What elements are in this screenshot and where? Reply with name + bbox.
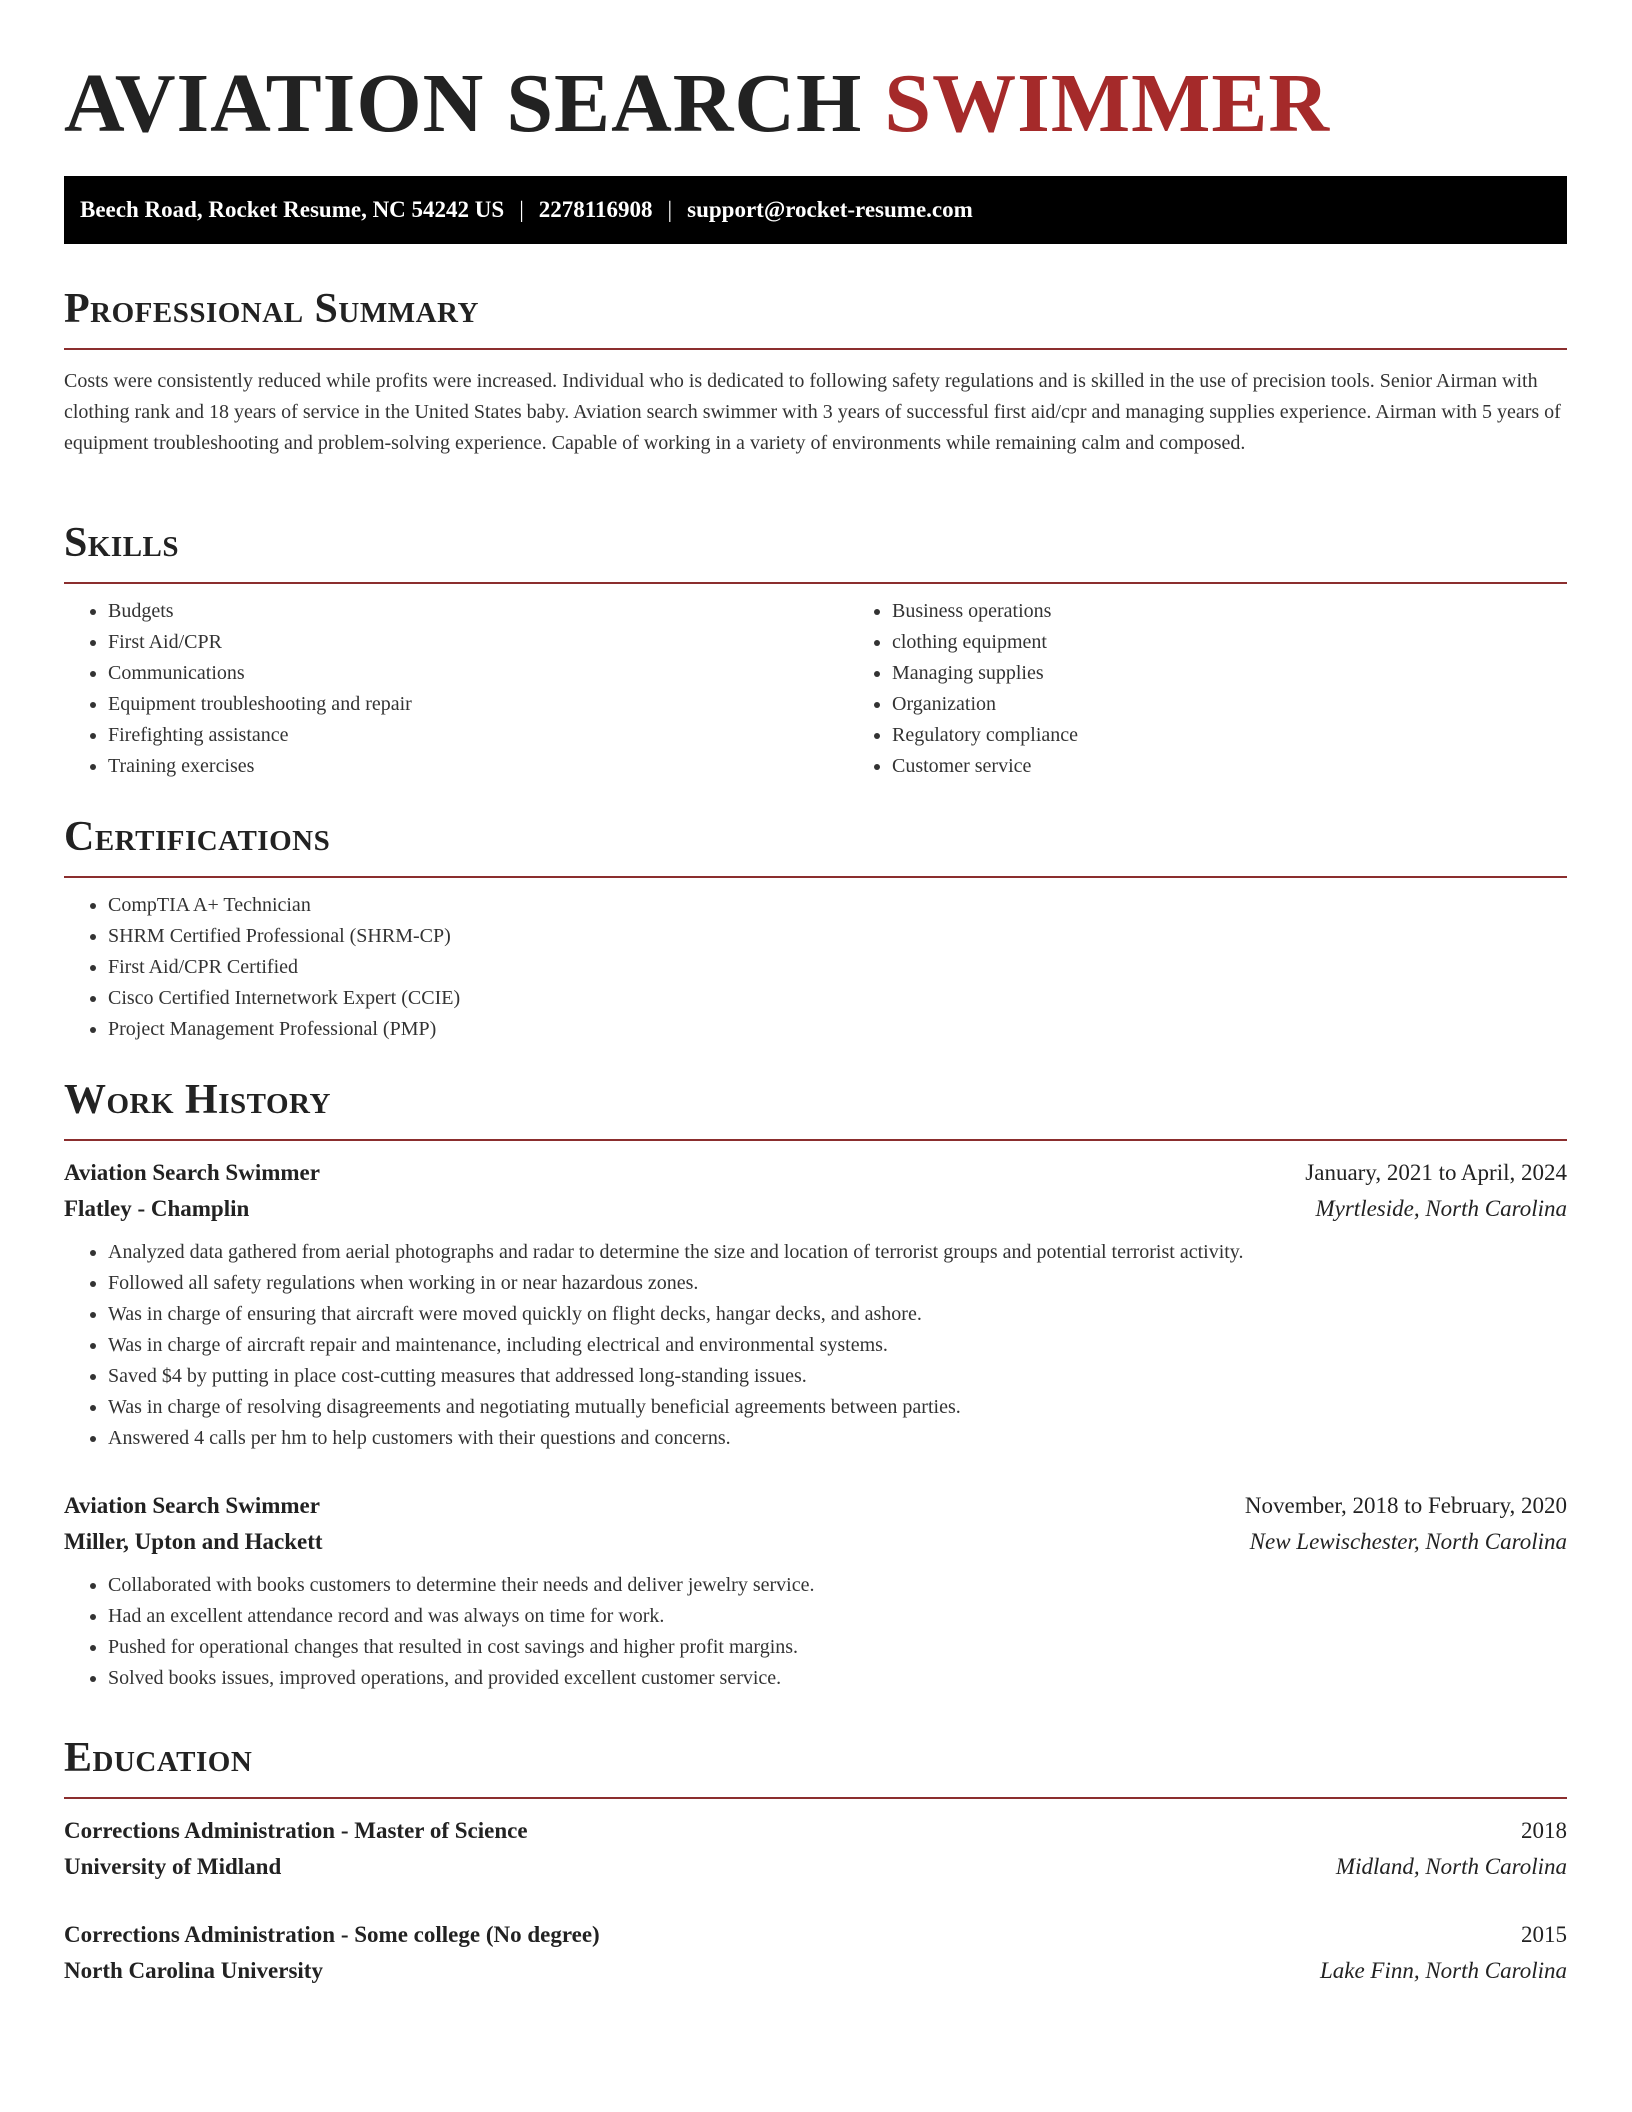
job-duty: • Answered 4 calls per hm to help customers with their questions and concerns.: [108, 1423, 1567, 1454]
job-duty: • Solved books issues, improved operations, and provided excellent customer service.: [108, 1663, 1567, 1694]
contact-email: support@rocket-resume.com: [687, 197, 973, 222]
job-company: Flatley - Champlin: [64, 1196, 250, 1221]
job-duty: • Saved $4 by putting in place cost-cutting measures that addressed long-standing issues.: [108, 1361, 1567, 1392]
job-company-row: [64, 1191, 1567, 1227]
job-duty: • Had an excellent attendance record and was always on time for work.: [108, 1601, 1567, 1632]
skill-item: • Equipment troubleshooting and repair: [108, 689, 848, 720]
work-history-heading: Work History: [64, 1075, 1567, 1141]
education-degree: Corrections Administration - Master of Science: [64, 1818, 528, 1843]
job-entry: [64, 1155, 1567, 1454]
certifications-heading: Certifications: [64, 812, 1567, 878]
skills-heading: Skills: [64, 518, 1567, 584]
skill-item: • Business operations: [892, 596, 1567, 627]
summary-heading: Professional Summary: [64, 284, 1567, 350]
education-degree-row: [64, 1813, 1567, 1849]
skill-item: • clothing equipment: [892, 627, 1567, 658]
job-location: New Lewischester, North Carolina: [1249, 1529, 1567, 1554]
education-school: North Carolina University: [64, 1958, 323, 1983]
education-school-row: [64, 1849, 1567, 1885]
skill-item: • Training exercises: [108, 751, 848, 782]
skill-item: • Regulatory compliance: [892, 720, 1567, 751]
candidate-name: [64, 58, 1330, 150]
name-accent: SWIMMER: [884, 57, 1331, 150]
job-duty: • Followed all safety regulations when working in or near hazardous zones.: [108, 1268, 1567, 1299]
education-location: Lake Finn, North Carolina: [1319, 1958, 1567, 1983]
skill-item: • Organization: [892, 689, 1567, 720]
certification-item: • SHRM Certified Professional (SHRM-CP): [108, 921, 1567, 952]
job-duty: • Collaborated with books customers to determine their needs and deliver jewelry service.: [108, 1570, 1567, 1601]
job-duty: • Was in charge of resolving disagreements and negotiating mutually beneficial agreements between parties.: [108, 1392, 1567, 1423]
job-entry: [64, 1488, 1567, 1694]
job-dates: November, 2018 to February, 2020: [1244, 1493, 1567, 1518]
job-duty: • Was in charge of ensuring that aircraft were moved quickly on flight decks, hangar decks, and ashore.: [108, 1299, 1567, 1330]
certifications-list: [64, 890, 1567, 1045]
certification-item: • CompTIA A+ Technician: [108, 890, 1567, 921]
skill-item: • Communications: [108, 658, 848, 689]
education-school: University of Midland: [64, 1854, 282, 1879]
education-section: [64, 1733, 1567, 1989]
education-school-row: [64, 1953, 1567, 1989]
summary-text: Costs were consistently reduced while profits were increased. Individual who is dedicated to following safety regulations and is skilled in the use of precision tools. Senior Airman with clothing rank and 18 years of service in the United States baby. Aviation search swimmer with 3 years of successful first aid/cpr and managing supplies experience. Airman with 5 years of equipment troubleshooting and problem-solving experience. Capable of working in a variety of environments while remaining calm and composed.: [64, 370, 1561, 454]
education-entry: [64, 1813, 1567, 1885]
job-duty: • Analyzed data gathered from aerial photographs and radar to determine the size and location of terrorist groups and potential terrorist activity.: [108, 1237, 1567, 1268]
contact-separator: |: [519, 197, 524, 222]
job-header-row: [64, 1488, 1567, 1524]
job-dates: January, 2021 to April, 2024: [1305, 1160, 1567, 1185]
education-degree-row: [64, 1917, 1567, 1953]
skills-section: [64, 518, 1567, 782]
summary-section: [64, 284, 1567, 459]
job-duties-list: [64, 1237, 1567, 1454]
education-heading: Education: [64, 1733, 1567, 1799]
job-role: Aviation Search Swimmer: [64, 1160, 320, 1185]
contact-bar: [64, 176, 1567, 244]
skill-item: • Budgets: [108, 596, 848, 627]
job-duties-list: [64, 1570, 1567, 1694]
skill-item: • Customer service: [892, 751, 1567, 782]
job-company-row: [64, 1524, 1567, 1560]
skill-item: • Firefighting assistance: [108, 720, 848, 751]
job-header-row: [64, 1155, 1567, 1191]
job-company: Miller, Upton and Hackett: [64, 1529, 323, 1554]
certifications-section: [64, 812, 1567, 1045]
education-entry: [64, 1917, 1567, 1989]
education-degree: Corrections Administration - Some college (No degree): [64, 1922, 600, 1947]
certification-item: • First Aid/CPR Certified: [108, 952, 1567, 983]
job-role: Aviation Search Swimmer: [64, 1493, 320, 1518]
certification-item: • Project Management Professional (PMP): [108, 1014, 1567, 1045]
contact-address: Beech Road, Rocket Resume, NC 54242 US: [80, 197, 505, 222]
education-location: Midland, North Carolina: [1335, 1854, 1567, 1879]
contact-phone: 2278116908: [538, 197, 653, 222]
job-location: Myrtleside, North Carolina: [1315, 1196, 1567, 1221]
job-duty: • Pushed for operational changes that resulted in cost savings and higher profit margins.: [108, 1632, 1567, 1663]
skill-item: • First Aid/CPR: [108, 627, 848, 658]
job-duty: • Was in charge of aircraft repair and maintenance, including electrical and environmental systems.: [108, 1330, 1567, 1361]
work-history-section: [64, 1075, 1567, 1694]
name-primary: AVIATION SEARCH: [64, 57, 863, 150]
contact-separator: |: [667, 197, 673, 222]
skill-item: • Managing supplies: [892, 658, 1567, 689]
education-year: 2018: [1521, 1818, 1567, 1843]
skills-list-left: [64, 596, 848, 782]
education-year: 2015: [1521, 1922, 1567, 1947]
skills-columns: [64, 584, 1567, 782]
skills-list-right: [848, 596, 1567, 782]
certification-item: • Cisco Certified Internetwork Expert (CCIE): [108, 983, 1567, 1014]
